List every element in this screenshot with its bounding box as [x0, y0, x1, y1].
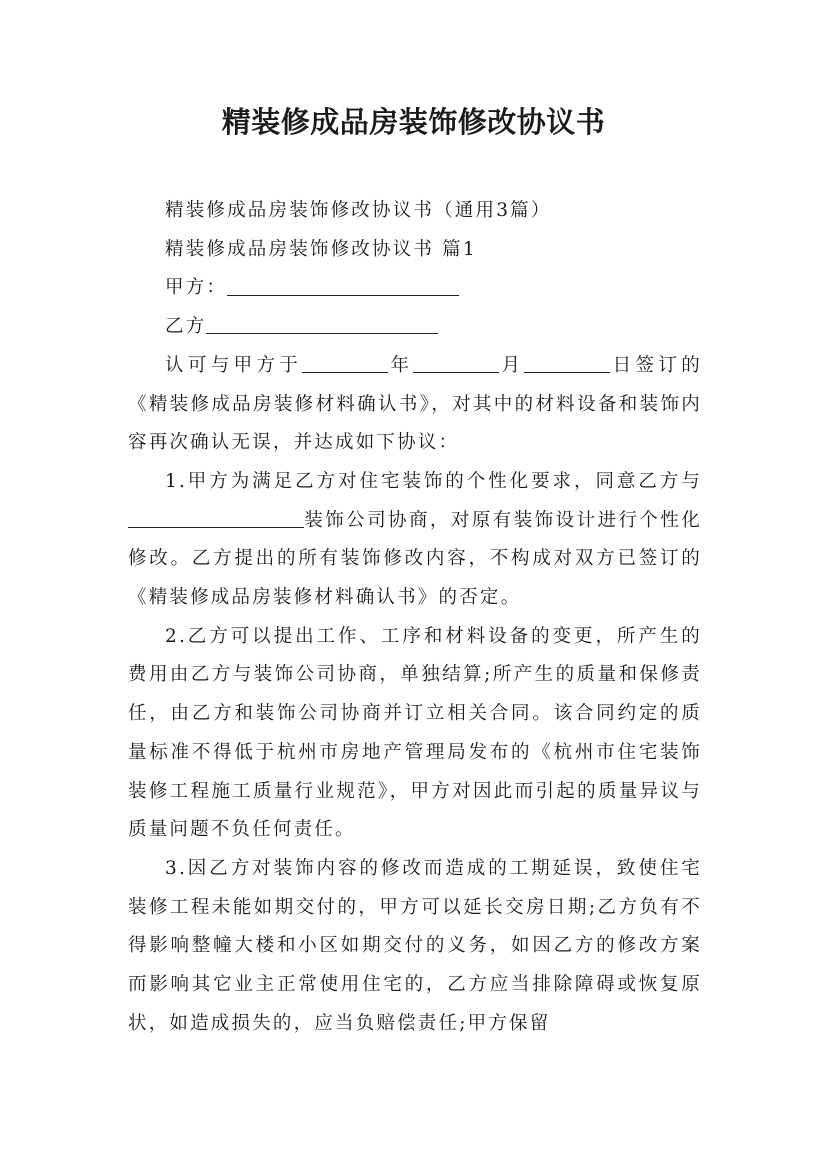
year-blank: [302, 354, 388, 374]
clause-1: [128, 463, 702, 618]
party-b-label: 乙方: [165, 316, 207, 338]
confirmation-paragraph: [128, 347, 702, 463]
clause-1-text-a: 1.甲方为满足乙方对住宅装饰的个性化要求，同意乙方与: [165, 470, 702, 492]
party-b-line: [128, 308, 702, 347]
party-b-blank: [206, 315, 438, 335]
party-a-blank: [227, 276, 459, 296]
party-a-line: [128, 269, 702, 308]
month-label: 月: [499, 354, 525, 376]
confirm-text-1: 认可与甲方于: [165, 354, 303, 376]
document-title: 精装修成品房装饰修改协议书: [221, 105, 606, 139]
document-subtitle: 精装修成品房装饰修改协议书（通用3篇）: [165, 200, 552, 221]
year-label: 年: [388, 354, 414, 376]
clause-2: 2.乙方可以提出工作、工序和材料设备的变更，所产生的费用由乙方与装饰公司协商，单独结算;所产生的质量和保修责任，由乙方和装饰公司协商并订立相关合同。该合同约定的质量标准不得低于杭州市房地产管理局发布的《杭州市住宅装饰装修工程施工质量行业规范》，甲方对因此而引起的质量异议与质量问题不负任何责任。: [128, 625, 702, 841]
day-blank: [524, 354, 610, 374]
clause-1-text-b: 装饰公司协商，对原有装饰设计进行个性化修改。乙方提出的所有装饰修改内容，不构成对双方已签订的《精装修成品房装修材料确认书》的否定。: [128, 509, 702, 609]
section-heading: 精装修成品房装饰修改协议书 篇1: [165, 238, 477, 260]
month-blank: [413, 354, 499, 374]
party-a-label: 甲方：: [165, 277, 228, 299]
clause-3: 3.因乙方对装饰内容的修改而造成的工期延误，致使住宅装修工程未能如期交付的，甲方可以延长交房日期;乙方负有不得影响整幢大楼和小区如期交付的义务，如因乙方的修改方案而影响其它业主正常使用住宅的，乙方应当排除障碍或恢复原状，如造成损失的，应当负赔偿责任;甲方保留: [128, 857, 702, 1034]
document-body: [128, 192, 702, 1043]
confirm-text-2: 日签订的《精装修成品房装修材料确认书》，对其中的材料设备和装饰内容再次确认无误，并达成如下协议：: [128, 354, 703, 454]
company-blank: [128, 508, 304, 528]
